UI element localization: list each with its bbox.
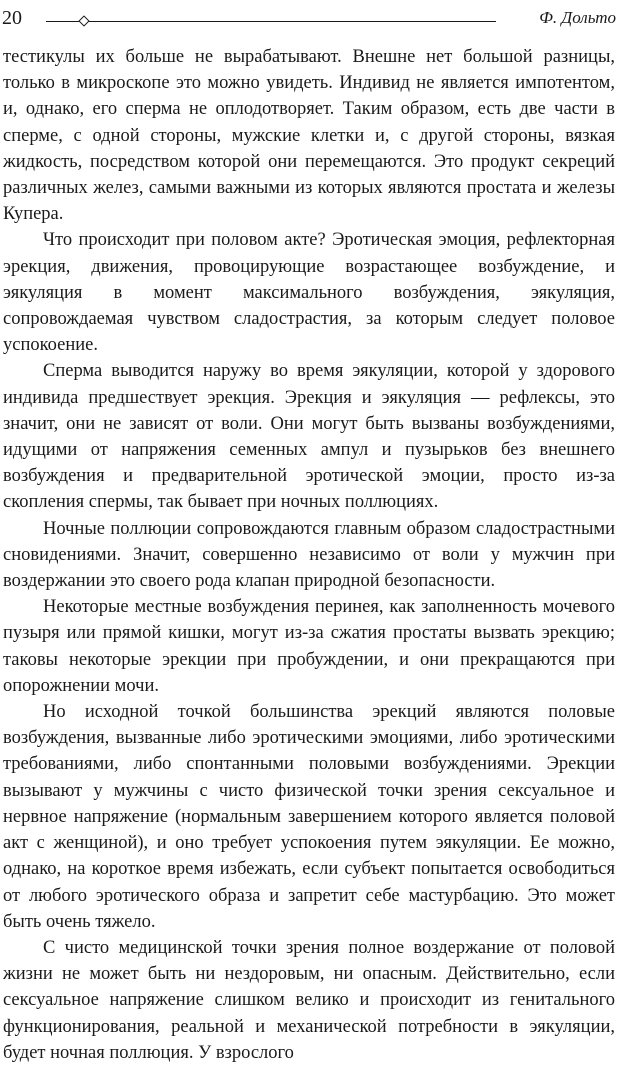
page-header (0, 6, 620, 32)
header-rule (46, 21, 496, 22)
diamond-ornament-icon (78, 15, 89, 26)
text-body (3, 44, 615, 1066)
paragraph-3: Сперма выводится наружу во время эякуляции, которой у здорового индивида предшествует эрекция. Эрекция и эякуляция — рефлексы, это значит, они не зависят от воли. Они могут быть вызваны возбуждениями, идущими от напряжения семенных ампул и пузырьков без внешнего возбуждения и предварительной эротической эмоции, просто из-за скопления спермы, так бывает при ночных поллюциях. (3, 361, 615, 513)
paragraph-6: Но исходной точкой большинства эрекций являются половые возбуждения, вызванные либо эротическими эмоциями, либо эротическими требованиями, либо спонтанными половыми возбуждениями. Эрекции вызывают у мужчины с чисто физической точки зрения сексуальное и нервное напряжение (нормальным завершением которого является половой акт с женщиной), и оно требует успокоения путем эякуляции. Ее можно, однако, на короткое время избежать, если субъект попытается освободиться от любого эротического образа и запретит себе мастурбацию. Это может быть очень тяжело. (3, 702, 615, 932)
paragraph-1: тестикулы их больше не вырабатывают. Внешне нет большой разницы, только в микроскопе это можно увидеть. Индивид не является импотентом, и, однако, его сперма не оплодотворяет. Таким образом, есть две части в сперме, с одной стороны, мужские клетки и, с другой стороны, вязкая жидкость, посредством которой они перемещаются. Это продукт секреций различных желез, самыми важными из которых являются простата и железы Купера. (3, 47, 615, 225)
paragraph-2: Что происходит при половом акте? Эротическая эмоция, рефлекторная эрекция, движения, провоцирующие возрастающее возбуждение, и эякуляция в момент максимального возбуждения, эякуляция, сопровождаемая чувством сладострастия, за которым следует половое успокоение. (3, 230, 615, 356)
page-number: 20 (2, 7, 22, 29)
paragraph-4: Ночные поллюции сопровождаются главным образом сладострастными сновидениями. Значит, совершенно независимо от воли у мужчин при воздержании это своего рода клапан природной безопасности. (3, 518, 615, 592)
paragraph-7: С чисто медицинской точки зрения полное воздержание от половой жизни не может быть ни нездоровым, ни опасным. Действительно, если сексуальное напряжение слишком велико и происходит из генитального функционирования, реальной и механической потребности в эякуляции, будет ночная поллюция. У взрослого (3, 937, 615, 1063)
paragraph-5: Некоторые местные возбуждения перинея, как заполненность мочевого пузыря или прямой кишки, могут из-за сжатия простаты вызвать эрекцию; таковы некоторые эрекции при пробуждении, и они прекращаются при опорожнении мочи. (3, 597, 615, 696)
running-title: Ф. Дольто (539, 8, 616, 27)
